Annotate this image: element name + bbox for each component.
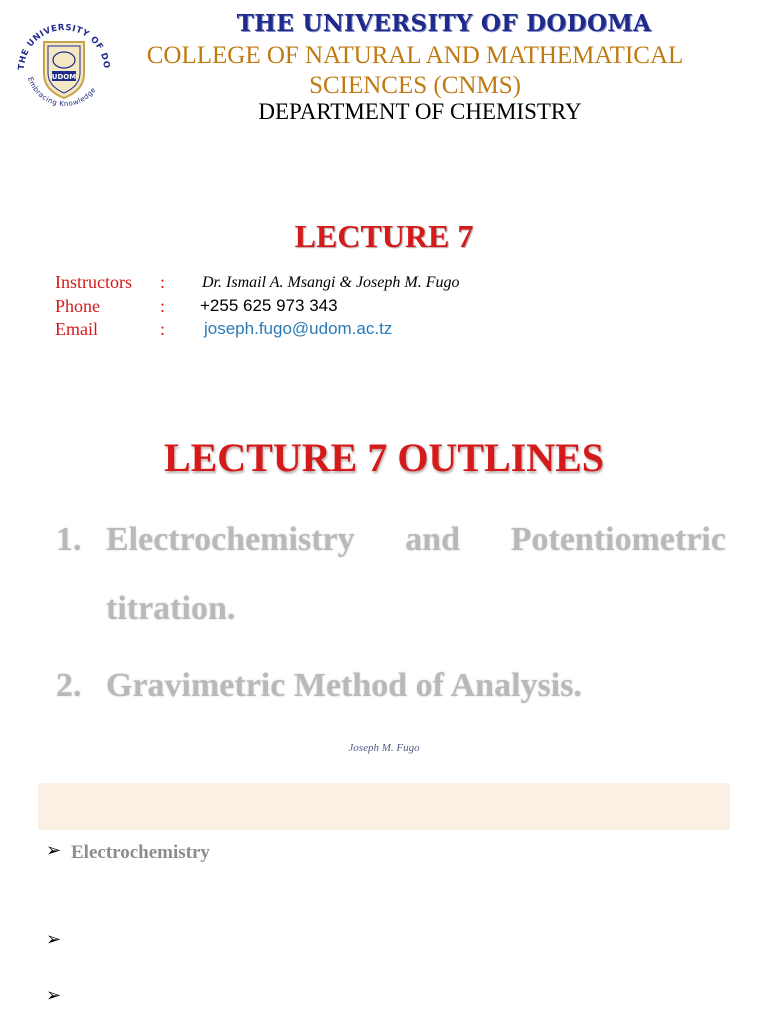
- university-name: THE UNIVERSITY OF DODOMA: [236, 10, 652, 37]
- instructors-value: Dr. Ismail A. Msangi & Joseph M. Fugo: [202, 274, 460, 291]
- phone-value: +255 625 973 343: [200, 296, 338, 315]
- email-label: Email: [55, 319, 98, 339]
- outline-item-1-line-1: [106, 521, 726, 559]
- outlines-title: LECTURE 7 OUTLINES: [163, 435, 605, 480]
- instructors-colon: :: [160, 272, 166, 292]
- phone-label: Phone: [55, 296, 100, 316]
- bullet-arrow-icon: ➢: [46, 929, 62, 949]
- lecture-title: LECTURE 7: [294, 218, 474, 254]
- outline-item-1-word: Electrochemistry: [106, 521, 355, 558]
- highlight-band: [38, 783, 730, 830]
- bullet-arrow-icon: ➢: [46, 985, 62, 1005]
- outline-item-1-word: Potentiometric: [510, 521, 726, 558]
- college-line-2: SCIENCES (CNMS): [309, 72, 521, 99]
- signature: Joseph M. Fugo: [348, 742, 420, 754]
- outline-item-2-text: Gravimetric Method of Analysis.: [106, 667, 582, 704]
- college-name: [110, 41, 720, 101]
- phone-colon: :: [160, 296, 166, 316]
- department-name: DEPARTMENT OF CHEMISTRY: [258, 99, 582, 124]
- outline-item-1-word: and: [405, 521, 461, 558]
- email-colon: :: [160, 319, 166, 339]
- outline-item-2-number: 2.: [56, 667, 82, 704]
- bullet-item-1: Electrochemistry: [71, 842, 210, 863]
- svg-text:THE UNIVERSITY OF DODOMA: THE UNIVERSITY OF DO: [16, 22, 112, 71]
- svg-text:Embracing Knowledge: Embracing Knowledge: [26, 76, 98, 109]
- instructors-label: Instructors: [55, 272, 132, 292]
- email-link[interactable]: joseph.fugo@udom.ac.tz: [204, 319, 393, 338]
- bullet-arrow-icon: ➢: [46, 840, 62, 860]
- university-logo: [10, 12, 118, 118]
- outline-item-1-number: 1.: [56, 521, 82, 558]
- svg-text:UDOM: UDOM: [51, 73, 77, 81]
- outline-item-1-line-2: titration.: [106, 590, 236, 627]
- college-line-1: COLLEGE OF NATURAL AND MATHEMATICAL: [146, 42, 684, 69]
